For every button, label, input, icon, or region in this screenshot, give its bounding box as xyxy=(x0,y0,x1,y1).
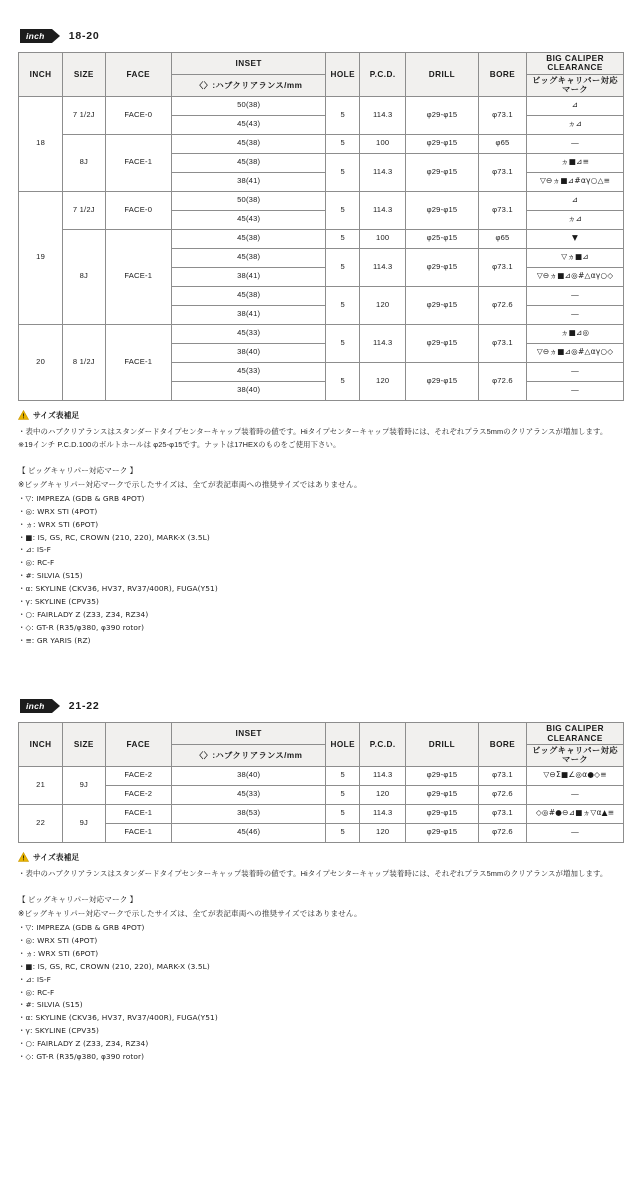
legend-item: ・○: FAIRLADY Z (Z33, Z34, RZ34) xyxy=(18,610,149,620)
cell-inch: 22 xyxy=(19,804,63,842)
cell-face: FACE-2 xyxy=(105,785,172,804)
cell-drill: φ29-φ15 xyxy=(406,362,479,400)
cell-drill: φ29-φ15 xyxy=(406,153,479,191)
cell-bore: φ73.1 xyxy=(478,248,526,286)
cell-inset: 38(40) xyxy=(172,766,326,785)
section-badge xyxy=(20,29,60,44)
legend-item: ・⊿: IS-F xyxy=(18,545,52,555)
cell-inset: 38(40) xyxy=(172,381,326,400)
caliper-legend xyxy=(0,452,642,648)
legend-item: ・▽: IMPREZA (GDB & GRB 4POT) xyxy=(18,493,145,503)
legend-item: ・#: SILVIA (S15) xyxy=(18,571,83,581)
warning-icon xyxy=(18,410,29,420)
legend-item: ・◇: GT-R (R35/φ380, φ390 rotor) xyxy=(18,623,145,633)
legend-item: ・≡: GR YARIS (RZ) xyxy=(18,636,91,646)
cell-size: 8 1/2J xyxy=(63,324,105,400)
warning-icon xyxy=(18,852,29,862)
table-head xyxy=(19,53,624,97)
table-row xyxy=(19,804,624,823)
cell-hole: 5 xyxy=(326,362,360,400)
cell-drill: φ29-φ15 xyxy=(406,324,479,362)
badge-arrow-icon xyxy=(52,699,60,713)
table-row xyxy=(19,96,624,115)
legend-item: ・■: IS, GS, RC, CROWN (210, 220), MARK-X (3.5L) xyxy=(18,532,210,542)
cell-pcd: 120 xyxy=(360,785,406,804)
legend-item: ・▽: IMPREZA (GDB & GRB 4POT) xyxy=(18,922,145,932)
th-big-caliper-clearance: BIG CALIPER CLEARANCE xyxy=(527,723,624,745)
th-drill: DRILL xyxy=(406,723,479,767)
cell-pcd: 114.3 xyxy=(360,153,406,191)
legend-item: ・◎: RC-F xyxy=(18,558,55,568)
table-row xyxy=(19,785,624,804)
cell-drill: φ29-φ15 xyxy=(406,785,479,804)
cell-caliper-mark: ⊿ xyxy=(527,191,624,210)
spec-section-2 xyxy=(0,670,642,1080)
cell-bore: φ65 xyxy=(478,229,526,248)
cell-bore: φ72.6 xyxy=(478,823,526,842)
cell-inset: 45(38) xyxy=(172,134,326,153)
size-notes xyxy=(0,401,642,451)
table-head xyxy=(19,723,624,767)
cell-drill: φ29-φ15 xyxy=(406,804,479,823)
table-row xyxy=(19,324,624,343)
cell-hole: 5 xyxy=(326,785,360,804)
th-pcd: P.C.D. xyxy=(360,53,406,97)
inch-tag: inch xyxy=(20,699,52,713)
cell-hole: 5 xyxy=(326,286,360,324)
cell-hole: 5 xyxy=(326,324,360,362)
cell-face: FACE-0 xyxy=(105,96,172,134)
th-face: FACE xyxy=(105,53,172,97)
cell-inset: 45(38) xyxy=(172,153,326,172)
cell-inset: 38(41) xyxy=(172,172,326,191)
cell-caliper-mark: ヵ■⊿≡ xyxy=(527,153,624,172)
cell-bore: φ65 xyxy=(478,134,526,153)
cell-hole: 5 xyxy=(326,229,360,248)
legend-note: ※ビッグキャリパー対応マークで示したサイズは、全てが表記車両への推奨サイズではありません。 xyxy=(18,908,362,918)
cell-size: 8J xyxy=(63,229,105,324)
th-big-caliper-sub: ビッグキャリパー対応マーク xyxy=(527,74,624,96)
th-size: SIZE xyxy=(63,723,105,767)
cell-inset: 38(40) xyxy=(172,343,326,362)
cell-caliper-mark: — xyxy=(527,785,624,804)
header-row-1 xyxy=(19,53,624,75)
size-notes-title: サイズ表補足 xyxy=(33,410,80,420)
cell-hole: 5 xyxy=(326,191,360,229)
size-note-line: ※19インチ P.C.D.100のボルトホールは φ25-φ15です。ナットは17HEXのものをご使用下さい。 xyxy=(18,439,341,449)
th-big-caliper-sub: ビッグキャリパー対応マーク xyxy=(527,744,624,766)
table-row xyxy=(19,134,624,153)
cell-pcd: 114.3 xyxy=(360,766,406,785)
cell-hole: 5 xyxy=(326,96,360,134)
cell-inset: 38(41) xyxy=(172,267,326,286)
cell-hole: 5 xyxy=(326,766,360,785)
cell-pcd: 114.3 xyxy=(360,248,406,286)
table-row xyxy=(19,229,624,248)
cell-inset: 45(38) xyxy=(172,286,326,305)
cell-size: 8J xyxy=(63,134,105,191)
cell-caliper-mark: ▼ xyxy=(527,229,624,248)
cell-caliper-mark: ▽⊖ヵ■⊿◎#△αγ○◇ xyxy=(527,343,624,362)
cell-hole: 5 xyxy=(326,153,360,191)
caliper-legend xyxy=(0,881,642,1064)
cell-bore: φ73.1 xyxy=(478,324,526,362)
cell-drill: φ29-φ15 xyxy=(406,286,479,324)
legend-title: 【 ビッグキャリパー対応マーク 】 xyxy=(18,465,138,475)
size-notes-title: サイズ表補足 xyxy=(33,852,80,862)
cell-drill: φ29-φ15 xyxy=(406,766,479,785)
cell-inset: 45(33) xyxy=(172,785,326,804)
cell-inset: 45(38) xyxy=(172,248,326,267)
cell-caliper-mark: — xyxy=(527,823,624,842)
cell-face: FACE-1 xyxy=(105,804,172,823)
legend-title: 【 ビッグキャリパー対応マーク 】 xyxy=(18,894,138,904)
cell-inset: 45(46) xyxy=(172,823,326,842)
th-inset-sub: 〈〉:ハブクリアランス/mm xyxy=(172,744,326,766)
cell-pcd: 120 xyxy=(360,286,406,324)
cell-drill: φ29-φ15 xyxy=(406,823,479,842)
table-wrapper xyxy=(0,722,642,843)
cell-drill: φ29-φ15 xyxy=(406,248,479,286)
table-body xyxy=(19,766,624,842)
cell-caliper-mark: — xyxy=(527,286,624,305)
th-big-caliper-clearance: BIG CALIPER CLEARANCE xyxy=(527,53,624,75)
cell-pcd: 114.3 xyxy=(360,191,406,229)
legend-item: ・◇: GT-R (R35/φ380, φ390 rotor) xyxy=(18,1052,145,1062)
legend-item: ・◎: RC-F xyxy=(18,987,55,997)
section-badge-row xyxy=(0,0,642,52)
cell-caliper-mark: — xyxy=(527,134,624,153)
legend-item: ・◎: WRX STI (4POT) xyxy=(18,935,98,945)
th-inset-sub: 〈〉:ハブクリアランス/mm xyxy=(172,74,326,96)
cell-caliper-mark: — xyxy=(527,305,624,324)
th-inch: INCH xyxy=(19,723,63,767)
th-bore: BORE xyxy=(478,53,526,97)
cell-drill: φ29-φ15 xyxy=(406,191,479,229)
table-row xyxy=(19,823,624,842)
size-note-line: ・表中のハブクリアランスはスタンダードタイプセンターキャップ装着時の値です。Hiタイプセンターキャップ装着時には、それぞれプラス5mmのクリアランスが増加します。 xyxy=(18,868,608,878)
cell-bore: φ72.6 xyxy=(478,286,526,324)
cell-caliper-mark: ヵ⊿ xyxy=(527,210,624,229)
cell-pcd: 120 xyxy=(360,823,406,842)
th-pcd: P.C.D. xyxy=(360,723,406,767)
cell-caliper-mark: ⊿ xyxy=(527,96,624,115)
inch-range-label: 18-20 xyxy=(68,30,100,42)
cell-bore: φ72.6 xyxy=(478,362,526,400)
th-hole: HOLE xyxy=(326,723,360,767)
cell-bore: φ73.1 xyxy=(478,153,526,191)
th-drill: DRILL xyxy=(406,53,479,97)
inch-tag: inch xyxy=(20,29,52,43)
cell-size: 9J xyxy=(63,766,105,804)
cell-inset: 50(38) xyxy=(172,96,326,115)
cell-inch: 20 xyxy=(19,324,63,400)
cell-inset: 45(33) xyxy=(172,362,326,381)
cell-inset: 45(33) xyxy=(172,324,326,343)
cell-face: FACE-1 xyxy=(105,134,172,191)
cell-hole: 5 xyxy=(326,248,360,286)
cell-pcd: 114.3 xyxy=(360,324,406,362)
cell-bore: φ72.6 xyxy=(478,785,526,804)
legend-item: ・α: SKYLINE (CKV36, HV37, RV37/400R), FUGA(Y51) xyxy=(18,584,218,594)
cell-caliper-mark: ◇◎#●⊖⊿■ヵ▽α▲≡ xyxy=(527,804,624,823)
th-inset: INSET xyxy=(172,723,326,745)
cell-face: FACE-0 xyxy=(105,191,172,229)
th-inch: INCH xyxy=(19,53,63,97)
cell-inset: 50(38) xyxy=(172,191,326,210)
cell-pcd: 100 xyxy=(360,134,406,153)
cell-inch: 21 xyxy=(19,766,63,804)
table-wrapper xyxy=(0,52,642,401)
cell-hole: 5 xyxy=(326,823,360,842)
cell-pcd: 120 xyxy=(360,362,406,400)
cell-size: 7 1/2J xyxy=(63,96,105,134)
section-gap xyxy=(0,1064,642,1080)
th-inset: INSET xyxy=(172,53,326,75)
badge-arrow-icon xyxy=(52,29,60,43)
cell-inset: 38(41) xyxy=(172,305,326,324)
cell-bore: φ73.1 xyxy=(478,766,526,785)
section-gap xyxy=(0,648,642,670)
cell-inset: 45(43) xyxy=(172,115,326,134)
size-notes-heading xyxy=(18,410,624,421)
legend-item: ・γ: SKYLINE (CPV35) xyxy=(18,1026,99,1036)
cell-size: 7 1/2J xyxy=(63,191,105,229)
legend-item: ・ヵ: WRX STI (6POT) xyxy=(18,519,99,529)
cell-drill: φ25-φ15 xyxy=(406,229,479,248)
cell-inset: 45(38) xyxy=(172,229,326,248)
cell-caliper-mark: ▽ヵ■⊿ xyxy=(527,248,624,267)
cell-pcd: 114.3 xyxy=(360,804,406,823)
cell-inset: 45(43) xyxy=(172,210,326,229)
cell-face: FACE-1 xyxy=(105,823,172,842)
spec-table xyxy=(18,52,624,401)
table-row xyxy=(19,766,624,785)
cell-face: FACE-1 xyxy=(105,324,172,400)
legend-item: ・#: SILVIA (S15) xyxy=(18,1000,83,1010)
spec-table xyxy=(18,722,624,843)
th-face: FACE xyxy=(105,723,172,767)
cell-face: FACE-1 xyxy=(105,229,172,324)
cell-drill: φ29-φ15 xyxy=(406,96,479,134)
th-size: SIZE xyxy=(63,53,105,97)
legend-item: ・α: SKYLINE (CKV36, HV37, RV37/400R), FUGA(Y51) xyxy=(18,1013,218,1023)
legend-item: ・ヵ: WRX STI (6POT) xyxy=(18,948,99,958)
cell-caliper-mark: ヵ⊿ xyxy=(527,115,624,134)
cell-bore: φ73.1 xyxy=(478,191,526,229)
cell-caliper-mark: ▽⊖ヵ■⊿◎#△αγ○◇ xyxy=(527,267,624,286)
cell-hole: 5 xyxy=(326,804,360,823)
header-row-1 xyxy=(19,723,624,745)
size-note-line: ・表中のハブクリアランスはスタンダードタイプセンターキャップ装着時の値です。Hiタイプセンターキャップ装着時には、それぞれプラス5mmのクリアランスが増加します。 xyxy=(18,426,608,436)
cell-pcd: 114.3 xyxy=(360,96,406,134)
legend-item: ・○: FAIRLADY Z (Z33, Z34, RZ34) xyxy=(18,1039,149,1049)
inch-range-label: 21-22 xyxy=(68,700,100,713)
legend-note: ※ビッグキャリパー対応マークで示したサイズは、全てが表記車両への推奨サイズではありません。 xyxy=(18,479,362,489)
cell-inch: 19 xyxy=(19,191,63,324)
legend-item: ・γ: SKYLINE (CPV35) xyxy=(18,597,99,607)
th-bore: BORE xyxy=(478,723,526,767)
cell-inch: 18 xyxy=(19,96,63,191)
size-notes xyxy=(0,843,642,880)
cell-caliper-mark: ヵ■⊿◎ xyxy=(527,324,624,343)
table-body xyxy=(19,96,624,400)
size-notes-heading xyxy=(18,852,624,863)
section-badge xyxy=(20,699,60,714)
cell-caliper-mark: ▽⊖Σ■∠◎α●◇≡ xyxy=(527,766,624,785)
cell-hole: 5 xyxy=(326,134,360,153)
table-row xyxy=(19,191,624,210)
cell-caliper-mark: — xyxy=(527,381,624,400)
cell-caliper-mark: — xyxy=(527,362,624,381)
cell-bore: φ73.1 xyxy=(478,804,526,823)
th-hole: HOLE xyxy=(326,53,360,97)
section-badge-row xyxy=(0,670,642,722)
legend-item: ・⊿: IS-F xyxy=(18,974,52,984)
cell-bore: φ73.1 xyxy=(478,96,526,134)
cell-pcd: 100 xyxy=(360,229,406,248)
cell-size: 9J xyxy=(63,804,105,842)
cell-drill: φ29-φ15 xyxy=(406,134,479,153)
cell-inset: 38(53) xyxy=(172,804,326,823)
cell-caliper-mark: ▽⊖ヵ■⊿#αγ○△≡ xyxy=(527,172,624,191)
cell-face: FACE-2 xyxy=(105,766,172,785)
legend-item: ・◎: WRX STI (4POT) xyxy=(18,506,98,516)
legend-item: ・■: IS, GS, RC, CROWN (210, 220), MARK-X (3.5L) xyxy=(18,961,210,971)
